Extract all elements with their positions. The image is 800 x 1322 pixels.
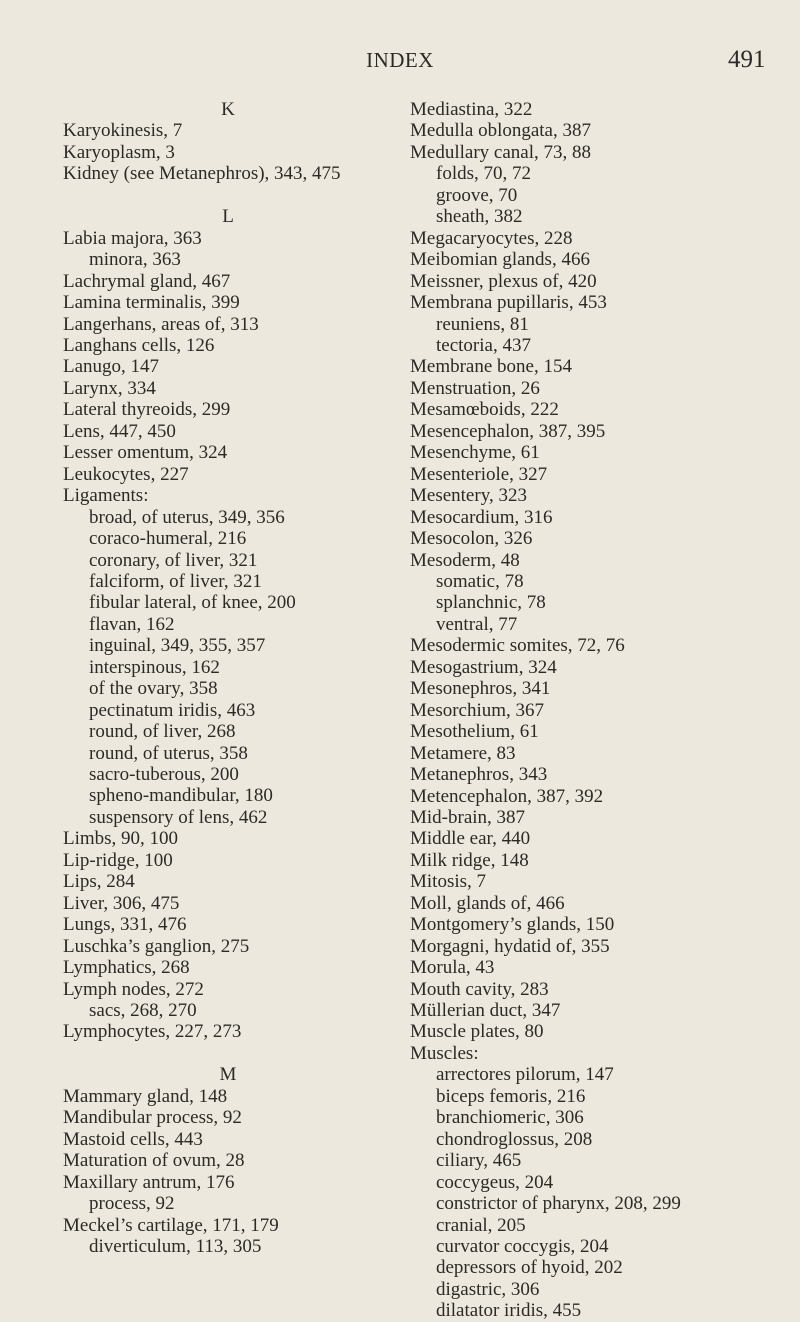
- index-subentry: ventral, 77: [436, 613, 518, 635]
- index-subentry: coccygeus, 204: [436, 1171, 554, 1193]
- index-entry: Mesorchium, 367: [410, 699, 545, 721]
- index-entry: Larynx, 334: [63, 377, 156, 399]
- index-entry: Mesentery, 323: [410, 485, 527, 507]
- index-subentry: curvator coccygis, 204: [436, 1236, 609, 1258]
- index-entry: Mesencephalon, 387, 395: [410, 420, 606, 442]
- index-entry: Meissner, plexus of, 420: [410, 270, 597, 292]
- index-subentry: of the ovary, 358: [89, 678, 218, 700]
- index-entry: Morgagni, hydatid of, 355: [410, 935, 610, 957]
- index-entry: Megacaryocytes, 228: [410, 227, 573, 249]
- index-entry: Karyoplasm, 3: [63, 141, 175, 163]
- index-entry: Metamere, 83: [410, 742, 516, 764]
- index-entry: Langhans cells, 126: [63, 334, 215, 356]
- index-entry: Lanugo, 147: [63, 356, 160, 378]
- index-subentry: coronary, of liver, 321: [89, 549, 258, 571]
- index-subentry: splanchnic, 78: [436, 592, 546, 614]
- index-subentry: cranial, 205: [436, 1214, 526, 1236]
- section-letter-k: K: [221, 99, 235, 120]
- index-entry: Morula, 43: [410, 957, 495, 979]
- index-entry: Lungs, 331, 476: [63, 914, 187, 936]
- page-number: 491: [728, 46, 766, 73]
- index-entry: Lamina terminalis, 399: [63, 292, 240, 314]
- index-entry: Mandibular process, 92: [63, 1107, 242, 1129]
- index-subentry: arrectores pilorum, 147: [436, 1064, 614, 1086]
- index-entry: Maturation of ovum, 28: [63, 1150, 245, 1172]
- index-entry: Middle ear, 440: [410, 828, 531, 850]
- index-entry: Milk ridge, 148: [410, 849, 529, 871]
- index-entry: Mesoderm, 48: [410, 549, 520, 571]
- index-entry: Meibomian glands, 466: [410, 249, 590, 271]
- index-entry: Ligaments:: [63, 485, 149, 507]
- section-letter-l: L: [222, 206, 234, 228]
- index-subentry: minora, 363: [89, 249, 181, 271]
- index-entry: Kidney (see Metanephros), 343, 475: [63, 163, 341, 185]
- index-subentry: diverticulum, 113, 305: [89, 1235, 262, 1257]
- index-subentry: round, of uterus, 358: [89, 742, 248, 764]
- index-entry: Labia majora, 363: [63, 227, 202, 249]
- index-subentry: coraco-humeral, 216: [89, 528, 247, 550]
- index-entry: Mammary gland, 148: [63, 1085, 228, 1107]
- index-entry: Meckel’s cartilage, 171, 179: [63, 1214, 279, 1236]
- index-subentry: flavan, 162: [89, 613, 175, 635]
- index-entry: Leukocytes, 227: [63, 463, 189, 485]
- index-entry: Lymph nodes, 272: [63, 978, 204, 1000]
- index-subentry: suspensory of lens, 462: [89, 806, 268, 828]
- index-subentry: reuniens, 81: [436, 313, 529, 335]
- index-entry: Mesonephros, 341: [410, 678, 551, 700]
- index-entry: Lens, 447, 450: [63, 420, 176, 442]
- index-subentry: chondroglossus, 208: [436, 1128, 593, 1150]
- index-entry: Lachrymal gland, 467: [63, 270, 231, 292]
- index-subentry: interspinous, 162: [89, 656, 220, 678]
- index-entry: Mesodermic somites, 72, 76: [410, 635, 625, 657]
- index-subentry: branchiomeric, 306: [436, 1107, 584, 1129]
- index-subentry: groove, 70: [436, 184, 518, 206]
- index-subentry: somatic, 78: [436, 570, 524, 592]
- index-entry: Müllerian duct, 347: [410, 1000, 561, 1022]
- index-subentry: depressors of hyoid, 202: [436, 1257, 623, 1279]
- index-entry: Limbs, 90, 100: [63, 828, 179, 850]
- index-entry: Membrane bone, 154: [410, 356, 572, 378]
- index-entry: Mesothelium, 61: [410, 721, 539, 743]
- index-entry: Mitosis, 7: [410, 871, 487, 893]
- index-entry: Moll, glands of, 466: [410, 892, 565, 914]
- index-subentry: constrictor of pharynx, 208, 299: [436, 1193, 681, 1215]
- index-entry: Mastoid cells, 443: [63, 1128, 203, 1150]
- index-column-right: [410, 99, 800, 1322]
- index-subentry: folds, 70, 72: [436, 163, 531, 185]
- index-entry: Metanephros, 343: [410, 764, 548, 786]
- index-subentry: tectoria, 437: [436, 334, 531, 356]
- index-subentry: round, of liver, 268: [89, 721, 236, 743]
- index-entry: Mesenteriole, 327: [410, 463, 548, 485]
- index-subentry: sacs, 268, 270: [89, 1000, 197, 1022]
- index-subentry: process, 92: [89, 1193, 175, 1215]
- index-entry: Mesogastrium, 324: [410, 656, 557, 678]
- index-entry: Metencephalon, 387, 392: [410, 785, 604, 807]
- index-entry: Lateral thyreoids, 299: [63, 399, 231, 421]
- index-entry: Muscle plates, 80: [410, 1021, 544, 1043]
- index-entry: Lymphatics, 268: [63, 957, 190, 979]
- index-subentry: spheno-mandibular, 180: [89, 785, 273, 807]
- index-subentry: fibular lateral, of knee, 200: [89, 592, 296, 614]
- index-entry: Mesenchyme, 61: [410, 442, 540, 464]
- index-subentry: digastric, 306: [436, 1278, 540, 1300]
- index-subentry: inguinal, 349, 355, 357: [89, 635, 266, 657]
- section-letter-m: M: [219, 1064, 237, 1086]
- index-entry: Mouth cavity, 283: [410, 978, 549, 1000]
- index-entry: Lips, 284: [63, 871, 135, 893]
- index-entry: Mesocardium, 316: [410, 506, 553, 528]
- index-entry: Luschka’s ganglion, 275: [63, 935, 250, 957]
- index-entry: Medullary canal, 73, 88: [410, 141, 591, 163]
- index-subentry: sheath, 382: [436, 206, 523, 228]
- index-column-left: [63, 99, 393, 1257]
- index-entry: Montgomery’s glands, 150: [410, 914, 615, 936]
- index-entry: Mediastina, 322: [410, 99, 533, 120]
- index-entry: Medulla oblongata, 387: [410, 120, 591, 142]
- index-subentry: dilatator iridis, 455: [436, 1300, 582, 1322]
- index-entry: Mesocolon, 326: [410, 528, 533, 550]
- index-entry: Mesamœboids, 222: [410, 399, 559, 421]
- index-subentry: falciform, of liver, 321: [89, 570, 262, 592]
- index-entry: Liver, 306, 475: [63, 892, 180, 914]
- index-subentry: pectinatum iridis, 463: [89, 699, 256, 721]
- index-entry: Langerhans, areas of, 313: [63, 313, 259, 335]
- index-entry: Muscles:: [410, 1042, 479, 1064]
- index-entry: Lymphocytes, 227, 273: [63, 1021, 242, 1043]
- index-subentry: ciliary, 465: [436, 1150, 522, 1172]
- running-header-title: INDEX: [366, 48, 434, 72]
- index-subentry: broad, of uterus, 349, 356: [89, 506, 285, 528]
- index-entry: Maxillary antrum, 176: [63, 1171, 235, 1193]
- index-entry: Membrana pupillaris, 453: [410, 292, 607, 314]
- index-entry: Menstruation, 26: [410, 377, 540, 399]
- index-entry: Lesser omentum, 324: [63, 442, 228, 464]
- index-entry: Karyokinesis, 7: [63, 120, 183, 142]
- index-subentry: sacro-tuberous, 200: [89, 764, 239, 786]
- index-subentry: biceps femoris, 216: [436, 1085, 586, 1107]
- index-entry: Mid-brain, 387: [410, 806, 526, 828]
- index-entry: Lip-ridge, 100: [63, 849, 173, 871]
